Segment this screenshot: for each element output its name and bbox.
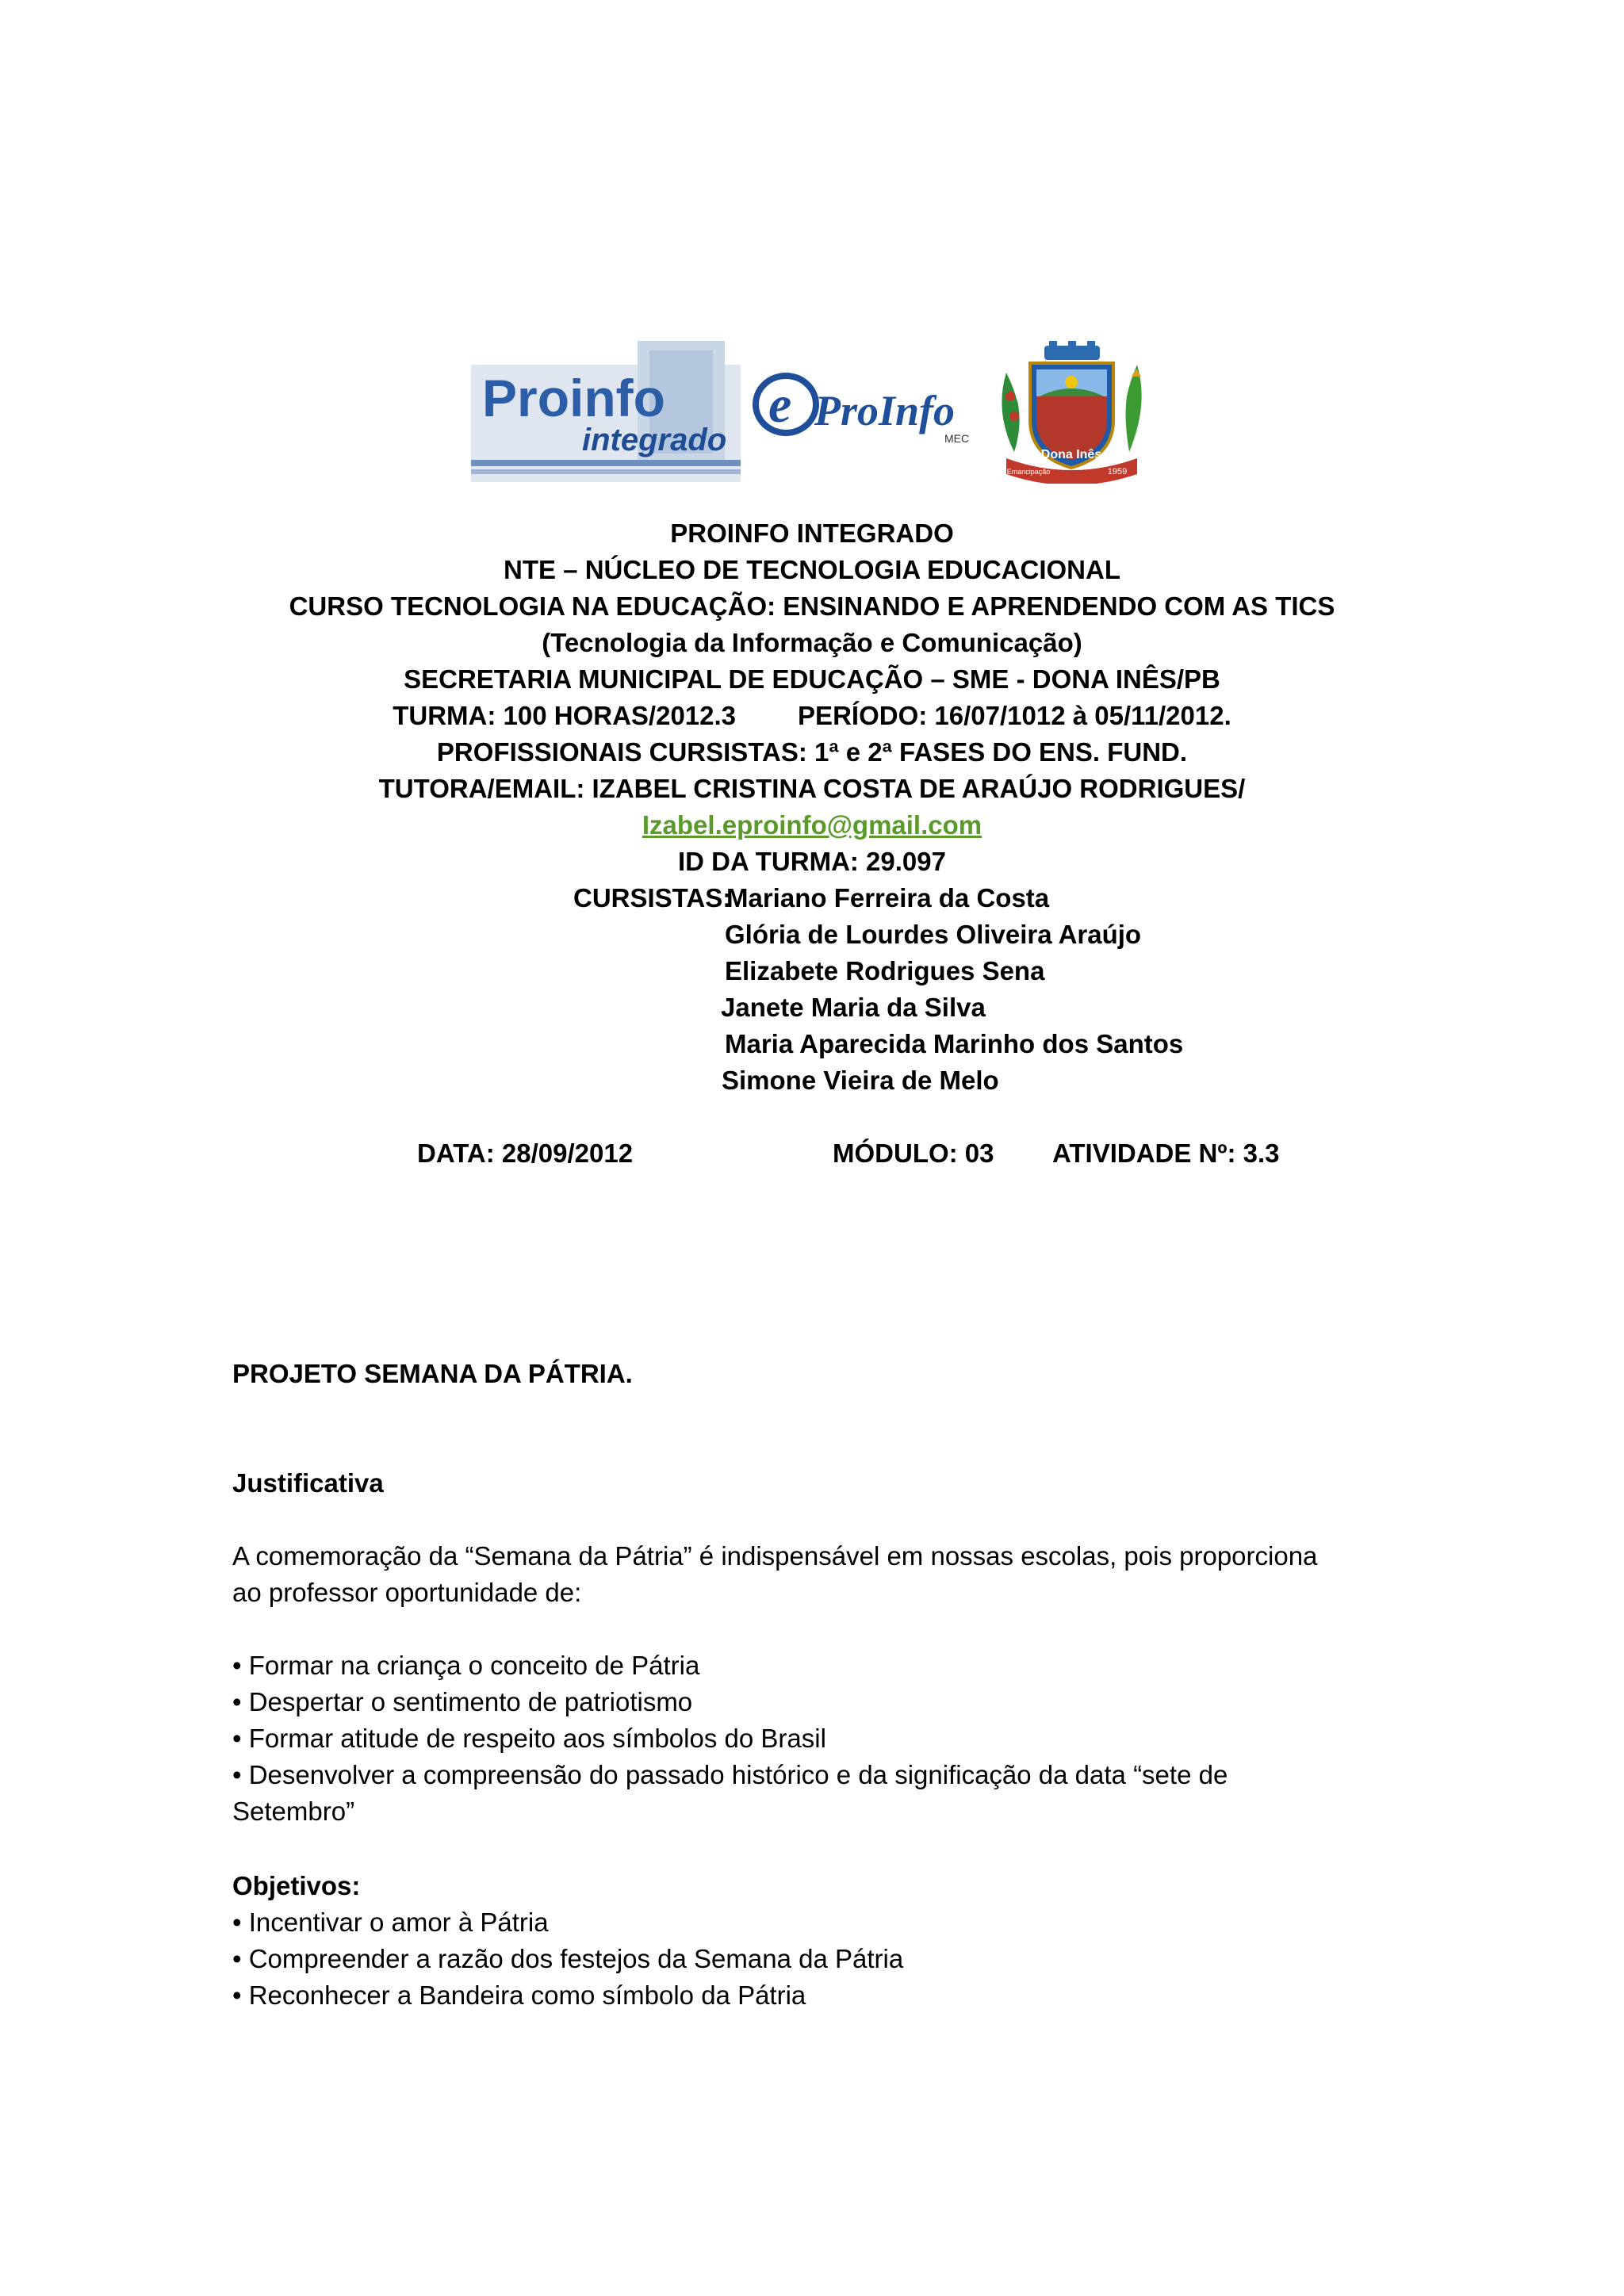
- list-item: • Desenvolver a compreensão do passado histórico e da significação da data “sete de: [232, 1760, 1228, 1789]
- cursista-name: Janete Maria da Silva: [721, 993, 986, 1022]
- objetivos-heading: Objetivos:: [232, 1871, 361, 1900]
- cursista-name: Glória de Lourdes Oliveira Araújo: [725, 920, 1142, 949]
- svg-text:MEC: MEC: [944, 432, 970, 445]
- header-course: CURSO TECNOLOGIA NA EDUCAÇÃO: ENSINANDO E APRENDENDO COM AS TICS: [289, 591, 1335, 621]
- header-course-sub: (Tecnologia da Informação e Comunicação): [542, 628, 1082, 657]
- meta-data: DATA: 28/09/2012: [417, 1138, 634, 1168]
- svg-text:ProInfo: ProInfo: [814, 387, 956, 434]
- header-id-turma: ID DA TURMA: 29.097: [677, 847, 946, 876]
- municipal-crest-logo: [990, 341, 1153, 484]
- header-turma: TURMA: 100 HORAS/2012.3: [393, 701, 737, 730]
- objetivos-list: [232, 1904, 1390, 2014]
- header-nte: NTE – NÚCLEO DE TECNOLOGIA EDUCACIONAL: [504, 555, 1120, 584]
- tutor-email-link[interactable]: Izabel.eproinfo@gmail.com: [642, 810, 982, 840]
- header-secretaria: SECRETARIA MUNICIPAL DE EDUCAÇÃO – SME - DONA INÊS/PB: [404, 664, 1220, 694]
- header-turma-line: [0, 698, 1624, 734]
- list-item: • Reconhecer a Bandeira como símbolo da Pátria: [232, 1980, 806, 2010]
- svg-text:1959: 1959: [1107, 467, 1128, 476]
- intro-line: ao professor oportunidade de:: [232, 1578, 582, 1607]
- svg-text:Emancipação: Emancipação: [1006, 468, 1051, 476]
- header-periodo: PERÍODO: 16/07/1012 à 05/11/2012.: [798, 701, 1231, 730]
- list-item-continuation: Setembro”: [232, 1797, 355, 1826]
- svg-text:e: e: [768, 376, 792, 434]
- svg-text:Proinfo: Proinfo: [482, 369, 665, 427]
- meta-modulo: MÓDULO: 03: [833, 1138, 994, 1168]
- intro-line: A comemoração da “Semana da Pátria” é indispensável em nossas escolas, pois proporciona: [232, 1541, 1318, 1571]
- justificativa-list: [232, 1647, 1390, 1830]
- list-item: • Formar atitude de respeito aos símbolos do Brasil: [232, 1724, 826, 1753]
- cursistas-label: CURSISTAS:: [573, 883, 732, 913]
- svg-text:integrado: integrado: [582, 423, 727, 457]
- cursista-name: Mariano Ferreira da Costa: [726, 883, 1050, 913]
- proinfo-integrado-logo: [471, 341, 741, 482]
- list-item: • Formar na criança o conceito de Pátria: [232, 1651, 700, 1680]
- cursista-name: Maria Aparecida Marinho dos Santos: [725, 1029, 1184, 1058]
- eproinfo-logo: [753, 363, 990, 450]
- list-item: • Despertar o sentimento de patriotismo: [232, 1687, 693, 1716]
- list-item: • Compreender a razão dos festejos da Semana da Pátria: [232, 1944, 904, 1973]
- header-tutora: TUTORA/EMAIL: IZABEL CRISTINA COSTA DE ARAÚJO RODRIGUES/: [378, 774, 1246, 803]
- header-block: [0, 515, 1624, 880]
- justificativa-heading: Justificativa: [232, 1468, 384, 1498]
- list-item: • Incentivar o amor à Pátria: [232, 1908, 549, 1937]
- logo-row: [471, 341, 1153, 484]
- intro-paragraph: [232, 1538, 1390, 1611]
- header-title: PROINFO INTEGRADO: [670, 519, 954, 548]
- svg-text:Dona Inês: Dona Inês: [1040, 448, 1102, 461]
- meta-atividade: ATIVIDADE Nº: 3.3: [1052, 1138, 1280, 1168]
- header-profissionais: PROFISSIONAIS CURSISTAS: 1ª e 2ª FASES DO ENS. FUND.: [436, 737, 1188, 767]
- cursista-name: Elizabete Rodrigues Sena: [725, 956, 1045, 985]
- project-title: PROJETO SEMANA DA PÁTRIA.: [232, 1359, 633, 1388]
- cursista-name: Simone Vieira de Melo: [722, 1066, 999, 1095]
